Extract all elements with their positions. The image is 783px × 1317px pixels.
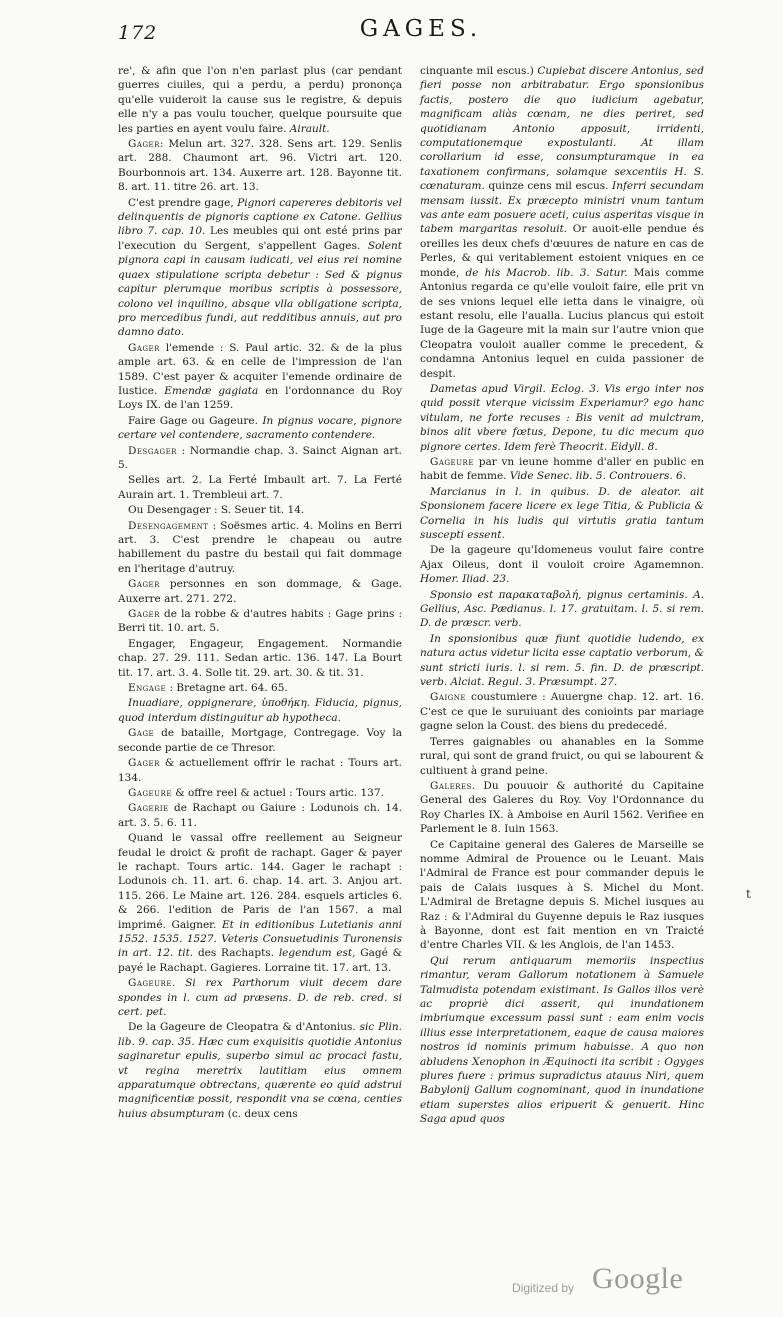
text-run: de la robbe & d'autres habits : Gage prins : Berri tit. 10. art. 5. — [118, 608, 402, 635]
text-run: Terres gaignables ou ahanables en la Somme rural, qui sont de grand fruict, ou qui se labourent & cultiuent à grand peine. — [420, 735, 704, 777]
text-run: en l'ordonnance du Roy Loys IX. de l'an 1259. — [118, 384, 403, 412]
left-column-paragraph — [118, 473, 402, 502]
text-run: Ce Capitaine general des Galeres de Marseille se nomme Admiral de Prouence ou le Leuant. Mais l'Admiral de France est pour commander depuis le pais de Calais iusques à S. Michel du Mont. L'Admiral de Bretagne depuis S. Michel iusques au Raz : & l'Admiral du Guyenne depuis le Raz iusques à Bayonne, dont est fait mention en vn Traicté d'entre Charles VII. & les Anglois, de l'an 1453. — [420, 838, 704, 952]
latin-citation: de his Macrob. lib. 3. Satur. — [465, 266, 628, 279]
text-run: personnes en son dommage, & Gage. Auxerre art. 271. 272. — [118, 578, 402, 605]
left-column-paragraph — [118, 786, 402, 800]
running-title: GAGES. — [359, 16, 483, 42]
text-run: Quand le vassal offre reellement au Seigneur feudal le droict & profit de rachapt. Gager & payer le rachapt. Tours artic. 144. Gager le rachapt : Lodunois ch. 11. art. 6. chap. 14. art. 3. Anjou art. 115. 266. Le Maine art. 126. 284. esquels articles 6. & 266. l'edition de Paris de l'an 1567. a mal imprimé. Gaigner. — [118, 832, 402, 931]
left-column-paragraph — [118, 137, 402, 195]
left-column-paragraph — [118, 414, 402, 443]
text-run: cinquante mil escus.) — [420, 65, 538, 77]
right-column-paragraph — [420, 382, 704, 454]
right-column-paragraph — [420, 455, 704, 484]
page-number: 172 — [118, 22, 158, 44]
text-run: re', & afin que l'on n'en parlast plus (car pendant guerres ciuiles, qui a perdu, a perdu) prononça qu'elle vuideroit la cause sus le registre, & depuis elle n'y a pas voulu toucher, quelque poursuite que les parties en ayent voulu faire. — [118, 65, 402, 135]
left-column-paragraph — [118, 503, 402, 517]
right-column-paragraph — [420, 543, 704, 586]
text-run: Faire Gage ou Gageure. — [128, 414, 263, 427]
left-column-paragraph — [118, 696, 402, 725]
text-run: De la gageure qu'Idomeneus voulut faire contre Ajax Oileus, dont il vouloit croire Agamemnon. — [420, 544, 704, 571]
entry-headword: Desgager — [128, 444, 177, 457]
text-run: & actuellement offrir le rachat : Tours art. 134. — [118, 757, 402, 784]
text-run: : Bretagne art. 64. 65. — [166, 682, 288, 695]
entry-headword: Desengagement — [128, 519, 209, 532]
latin-citation: Emendæ gagiata — [164, 384, 259, 397]
text-run: De la Gageure de Cleopatra & d'Antonius. — [128, 1021, 360, 1034]
left-column-paragraph — [118, 831, 402, 975]
right-column-paragraph — [420, 690, 704, 733]
text-run: Les meubles qui ont esté prins par l'execution du Sergent, s'appellent Gages. — [118, 225, 402, 252]
latin-citation: Homer. Iliad. 23. — [420, 573, 510, 586]
right-column-paragraph — [420, 735, 704, 778]
latin-citation: In sponsionibus quæ fiunt quotidie ludendo, ex natura actus videtur licita esse captatio verborum, & sunt stricti iuris. l. si rem. 5. fin. D. de præscript. verb. Alciat. Regul. 3. Præsumpt. 27. — [420, 632, 704, 689]
author-reference: Airault. — [289, 122, 330, 135]
entry-headword: Gageure — [128, 786, 172, 799]
entry-headword: Gager — [128, 578, 160, 591]
left-column-paragraph — [118, 577, 402, 606]
text-run: par vn ieune homme d'aller en public en habit de femme. — [420, 455, 704, 483]
left-column-paragraph — [118, 637, 402, 680]
text-run: C'est prendre gage, — [128, 196, 238, 209]
right-column-paragraph — [420, 779, 704, 837]
text-run: des Rachapts. — [193, 947, 279, 960]
text-run: Ou Desengager : S. Seuer tit. 14. — [128, 504, 305, 517]
entry-headword: Gage — [128, 727, 155, 740]
latin-citation: Vide Senec. lib. 5. Controuers. 6. — [509, 470, 687, 483]
latin-citation: Inuadiare, oppignerare, ὑποθήκη. Fiducia, pignus, quod interdum distinguitur ab hypotheca. — [118, 697, 402, 724]
text-run: de Rachapt ou Gaiure : Lodunois ch. 14. art. 3. 5. 6. 11. — [118, 802, 402, 829]
left-column-paragraph — [118, 756, 402, 785]
latin-citation: Dametas apud Virgil. Eclog. 3. Vis ergo inter nos quid possit vterque vicissim Experiamur? ego hanc vitulam, ne forte recuses : Bis venit ad mulctram, binos alit vbere fœtus, Depone, tu dic mecum quo pignore certes. Idem ferè Theocrit. Eidyll. 8. — [420, 382, 704, 453]
latin-citation: Sponsio est παρακαταβολή, pignus certaminis. A. Gellius, Asc. Pædianus. l. 17. gratuitam. l. 5. si rem. D. de præscr. verb. — [420, 588, 704, 630]
text-run: & offre reel & actuel : Tours artic. 137. — [171, 786, 384, 799]
text-run: coustumiere : Auuergne chap. 12. art. 16. C'est ce que le suruiuant des conioints par mariage gagne selon la Coust. des biens du predecedé. — [420, 691, 704, 733]
latin-citation: Et in editionibus Lutetianis anni 1552. 1535. 1527. Veteris Consuetudinis Turonensis in art. 12. tit. — [118, 918, 402, 960]
left-column-paragraph — [118, 196, 402, 340]
entry-headword: Gagerie — [128, 802, 169, 815]
text-run: : Normandie chap. 3. Sainct Aignan art. 5. — [118, 444, 402, 471]
right-column-paragraph — [420, 632, 704, 690]
margin-mark: t — [746, 887, 751, 901]
left-column-paragraph — [118, 726, 402, 755]
entry-headword: Gager — [128, 341, 160, 354]
text-run: : Soësmes artic. 4. Molins en Berri art. 3. C'est prendre le chapeau ou autre habillement du pastre du bestail qui fait dommage en l'heritage d'autruy. — [118, 519, 402, 575]
left-column-paragraph — [118, 681, 402, 695]
entry-headword: Galeres — [430, 779, 472, 792]
left-column-paragraph — [118, 1020, 402, 1121]
right-column-paragraph — [420, 838, 704, 953]
entry-headword: Gageure — [430, 455, 474, 468]
text-run: quinze cens mil escus. — [484, 180, 613, 193]
entry-headword: Gager — [128, 608, 160, 621]
text-run: Engager, Engageur, Engagement. Normandie chap. 27. 29. 111. Sedan artic. 136. 147. La Bourt tit. 17. art. 3. 4. Solle tit. 29. art. 30. & tit. 31. — [118, 637, 402, 679]
entry-headword: Gager — [128, 757, 160, 770]
text-run: . Du pouuoir & authorité du Capitaine General des Galeres du Roy. Voy l'Ordonnance du Roy Charles IX. à Amboise en Auril 1562. Verifiee en Parlement le 8. Iuin 1563. — [420, 779, 704, 836]
left-column-paragraph — [118, 607, 402, 636]
digitized-watermark — [512, 1262, 712, 1302]
text-run: (c. deux cens — [224, 1107, 298, 1120]
text-run: Mais comme Antonius regarda ce qu'elle vouloit faire, elle prit vn de ses vnions lequel elle ietta dans le vinaigre, où estant resolu, elle l'aualla. Lucius plancus qui estoit Iuge de la Gageure mit la main sur l'autre vnion que Cleopatra vouloit aualler comme le precedent, & condamna Antonius lequel en cuida passioner de despit. — [420, 266, 705, 380]
entry-headword: Engage — [128, 682, 167, 695]
right-column-paragraph — [420, 588, 704, 631]
text-run: l'emende : S. Paul artic. 32. & de la plus ample art. 63. & en celle de l'impression de l'an 1589. C'est payer & acquiter l'emende ordinaire de Iustice. — [118, 341, 402, 397]
left-column-paragraph — [118, 444, 402, 473]
left-column-paragraph — [118, 519, 402, 577]
latin-citation: legendum est, — [278, 947, 356, 960]
left-column-paragraph — [118, 976, 402, 1019]
text-run: Or auoit-elle pendue és oreilles les deux chefs d'œuures de nature en cas de Perles, & qui veritablement estoient vniques en ce monde, — [420, 223, 704, 279]
text-run: de bataille, Mortgage, Contregage. Voy la seconde partie de ce Thresor. — [118, 727, 402, 754]
latin-citation: Si rex Parthorum viuit decem dare spondes in l. cum ad præsens. D. de reb. cred. si cert. pet. — [118, 977, 402, 1018]
left-column-paragraph — [118, 64, 402, 136]
text-run: Gagé & payé le Rachapt. Gagieres. Lorraine tit. 17. art. 13. — [118, 947, 402, 974]
right-column-paragraph — [420, 485, 704, 543]
right-column-paragraph — [420, 64, 704, 381]
digitized-label: Digitized by — [512, 1281, 575, 1295]
left-column-paragraph — [118, 341, 402, 413]
google-wordmark: Google — [592, 1262, 684, 1295]
left-text-column — [118, 64, 402, 1122]
latin-citation: Solent pignora capi in causam iudicati, vel eius rei nomine quaex stipulatione scripta debetur : Sed & pignus capitur plerumque moribus scriptis à possessore, colono vel inquilino, absque vlla obligatione scripta, pro mercedibus fundi, aut redditibus annuis, aut pro damno dato. — [118, 239, 402, 339]
page-header — [118, 8, 684, 52]
right-column-paragraph — [420, 954, 704, 1127]
latin-citation: Qui rerum antiquarum memoriis inspectius rimantur, veram Gallorum notationem à Samuele Talmudista potendam existimant. Is Gallos illos verè ac propriè dici asserit, qui inundationem imbriumque excessum passi sunt : eam enim vocis illius esse interpretationem, eaque de causa maiores nostros id nominis primum habuisse. A quo non abludens Xenophon in Æquinocti ita scribit : Ogyges plures fuere : primus supradictus atauus Niri, quem Babylonij Gallum cognominant, quod in inundatione etiam superstes alios eripuerit & genuerit. Hinc Saga apud quos — [420, 954, 704, 1126]
entry-headword: Gager — [128, 138, 160, 151]
right-text-column — [420, 64, 704, 1128]
latin-citation: sic Plin. lib. 9. cap. 35. Hæc cum exquisitis quotidie Antonius saginaretur epulis, superbo simul ac procaci fastu, vt regina meretrix lautitiam eius omnem apparatumque obtrectans, quærente eo quid adstrui magnificentiæ possit, respondit vna se cœna, centies huius absumpturam — [118, 1021, 402, 1120]
text-run: : Melun art. 327. 328. Sens art. 129. Senlis art. 288. Chaumont art. 96. Victri art. 120. Bourbonnois art. 134. Auxerre art. 128. Bayonne tit. 8. art. 11. titre 26. art. 13. — [118, 138, 402, 194]
entry-headword: Gaigne — [430, 691, 467, 704]
entry-headword: Gageure — [128, 977, 172, 990]
text-run: . — [171, 977, 186, 990]
latin-citation: In pignus vocare, pignore certare vel contendere, sacramento contendere. — [118, 414, 402, 442]
latin-citation: Pignori capereres debitoris vel delinquentis de pignoris captione ex Catone. Gellius libro 7. cap. 10. — [118, 196, 402, 238]
latin-citation: Marcianus in l. in quibus. D. de aleator. ait Sponsionem facere licere ex lege Titia, & Publicia & Cornelia in his ludis qui virtutis gratia tantum suscepti essent. — [420, 485, 704, 541]
text-run: Selles art. 2. La Ferté Imbault art. 7. La Ferté Aurain art. 1. Trembleui art. 7. — [118, 474, 402, 501]
left-column-paragraph — [118, 801, 402, 830]
latin-citation: Cupiebat discere Antonius, sed fieri posse non arbitrabatur. Ergo sponsionibus factis, postero die quo iudicium agebatur, magnificam aliàs cœnam, ne dies periret, sed quotidianam Antonio apposuit, irridenti, computationemque expostulanti. At illam corollarium id esse, consumpturamque in ea taxationem confirmans, solamque sexcentiis H. S. cœnaturam. — [420, 65, 704, 193]
latin-citation: Inferri secundam mensam iussit. Ex præcepto ministri vnum tantum vas ante eam posuere aceti, cuius asperitas visque in tabem margaritas resoluit. — [420, 180, 704, 236]
